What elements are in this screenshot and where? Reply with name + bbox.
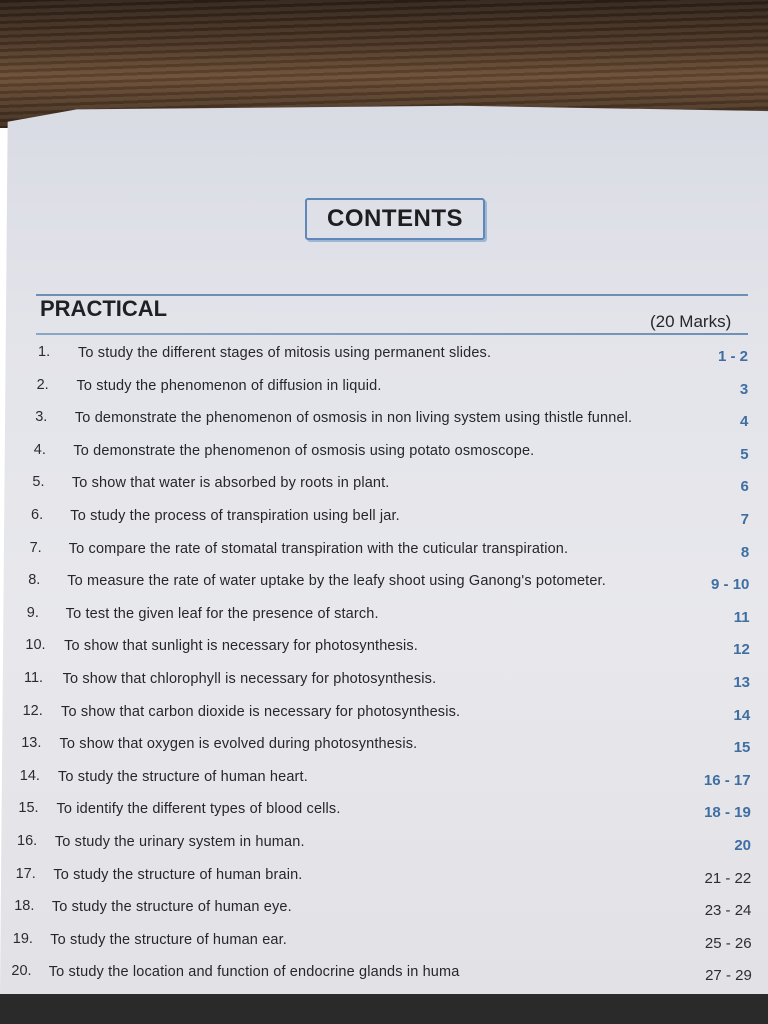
item-title: To study the different stages of mitosis using permanent slides. (78, 345, 492, 361)
toc-row (0, 768, 768, 798)
item-page: 27 - 29 (705, 967, 752, 985)
toc-row (0, 963, 768, 993)
item-title: To study the process of transpiration using bell jar. (70, 508, 400, 524)
item-number: 9. (26, 604, 39, 621)
item-page: 23 - 24 (704, 902, 752, 920)
toc-row (0, 800, 768, 830)
item-title: To study the structure of human ear. (50, 931, 287, 948)
item-title: To study the structure of human eye. (51, 899, 292, 916)
section-divider (36, 333, 748, 335)
item-number: 17. (15, 865, 36, 882)
item-number: 16. (17, 833, 38, 849)
item-page: 5 (740, 445, 749, 463)
item-number: 14. (19, 767, 40, 784)
item-number: 3. (35, 409, 48, 426)
item-page: 7 (740, 511, 749, 528)
item-title: To identify the different types of blood cells. (56, 801, 341, 818)
item-page: 20 (734, 837, 751, 854)
item-page: 13 (733, 674, 750, 691)
item-page: 25 - 26 (704, 934, 752, 952)
item-number: 7. (29, 539, 42, 556)
item-number: 15. (18, 800, 39, 817)
toc-row (0, 703, 768, 733)
contents-heading: CONTENTS (305, 198, 485, 240)
item-page: 1 - 2 (717, 348, 748, 365)
item-number: 4. (33, 441, 46, 458)
item-title: To study the urinary system in human. (54, 834, 305, 850)
toc-row (0, 572, 768, 602)
item-title: To demonstrate the phenomenon of osmosis in non living system using thistle funnel. (74, 410, 633, 427)
item-number: 18. (14, 898, 35, 915)
item-number: 6. (31, 507, 44, 523)
toc-row (0, 442, 768, 472)
item-page: 16 - 17 (703, 771, 751, 789)
item-page: 3 (739, 380, 749, 398)
item-number: 11. (24, 670, 44, 686)
section-title: PRACTICAL (40, 296, 168, 321)
item-title: To compare the rate of stomatal transpiration with the cuticular transpiration. (68, 540, 569, 557)
item-number: 10. (25, 637, 46, 654)
toc-row (0, 474, 768, 504)
item-title: To study the structure of human heart. (57, 768, 308, 785)
toc-row (0, 735, 768, 765)
item-title: To demonstrate the phenomenon of osmosis using potato osmoscope. (73, 442, 535, 459)
item-title: To study the phenomenon of diffusion in liquid. (76, 377, 382, 394)
item-page: 6 (740, 478, 749, 496)
item-number: 1. (38, 344, 51, 360)
item-number: 2. (36, 376, 49, 393)
item-number: 19. (12, 930, 33, 947)
toc-row (0, 637, 768, 667)
toc-row (0, 507, 768, 537)
item-number: 5. (32, 474, 45, 491)
item-number: 12. (22, 702, 43, 719)
item-title: To show that sunlight is necessary for photosynthesis. (64, 638, 418, 655)
toc-row (0, 377, 768, 407)
item-page: 18 - 19 (704, 804, 751, 822)
toc-row (0, 670, 768, 700)
item-page: 4 (740, 413, 749, 431)
toc-row (0, 931, 768, 961)
item-number: 20. (11, 963, 32, 980)
toc-row (0, 605, 768, 635)
item-page: 15 (733, 739, 751, 757)
item-title: To show that oxygen is evolved during photosynthesis. (59, 736, 418, 753)
item-page: 12 (733, 641, 750, 659)
item-number: 13. (21, 735, 42, 752)
item-title: To measure the rate of water uptake by the leafy shoot using Ganong's potometer. (67, 573, 606, 590)
table-edge (0, 994, 768, 1024)
item-page: 11 (733, 608, 750, 626)
item-page: 9 - 10 (711, 576, 750, 594)
toc-row (0, 344, 768, 374)
item-number: 8. (28, 572, 41, 589)
toc-row (0, 866, 768, 896)
toc-row (0, 409, 768, 439)
item-title: To test the given leaf for the presence of starch. (65, 605, 379, 622)
item-title: To show that water is absorbed by roots in plant. (71, 475, 390, 492)
item-title: To study the structure of human brain. (53, 866, 303, 883)
marks-label: (20 Marks) (650, 312, 732, 331)
toc-row (0, 540, 768, 570)
toc-row (0, 898, 768, 928)
item-page: 21 - 22 (704, 869, 752, 887)
item-title: To study the location and function of endocrine glands in huma (48, 964, 460, 981)
item-title: To show that chlorophyll is necessary for photosynthesis. (62, 671, 437, 687)
toc-row (0, 833, 768, 863)
item-page: 14 (733, 706, 751, 724)
item-page: 8 (740, 543, 750, 561)
item-title: To show that carbon dioxide is necessary for photosynthesis. (61, 703, 461, 720)
